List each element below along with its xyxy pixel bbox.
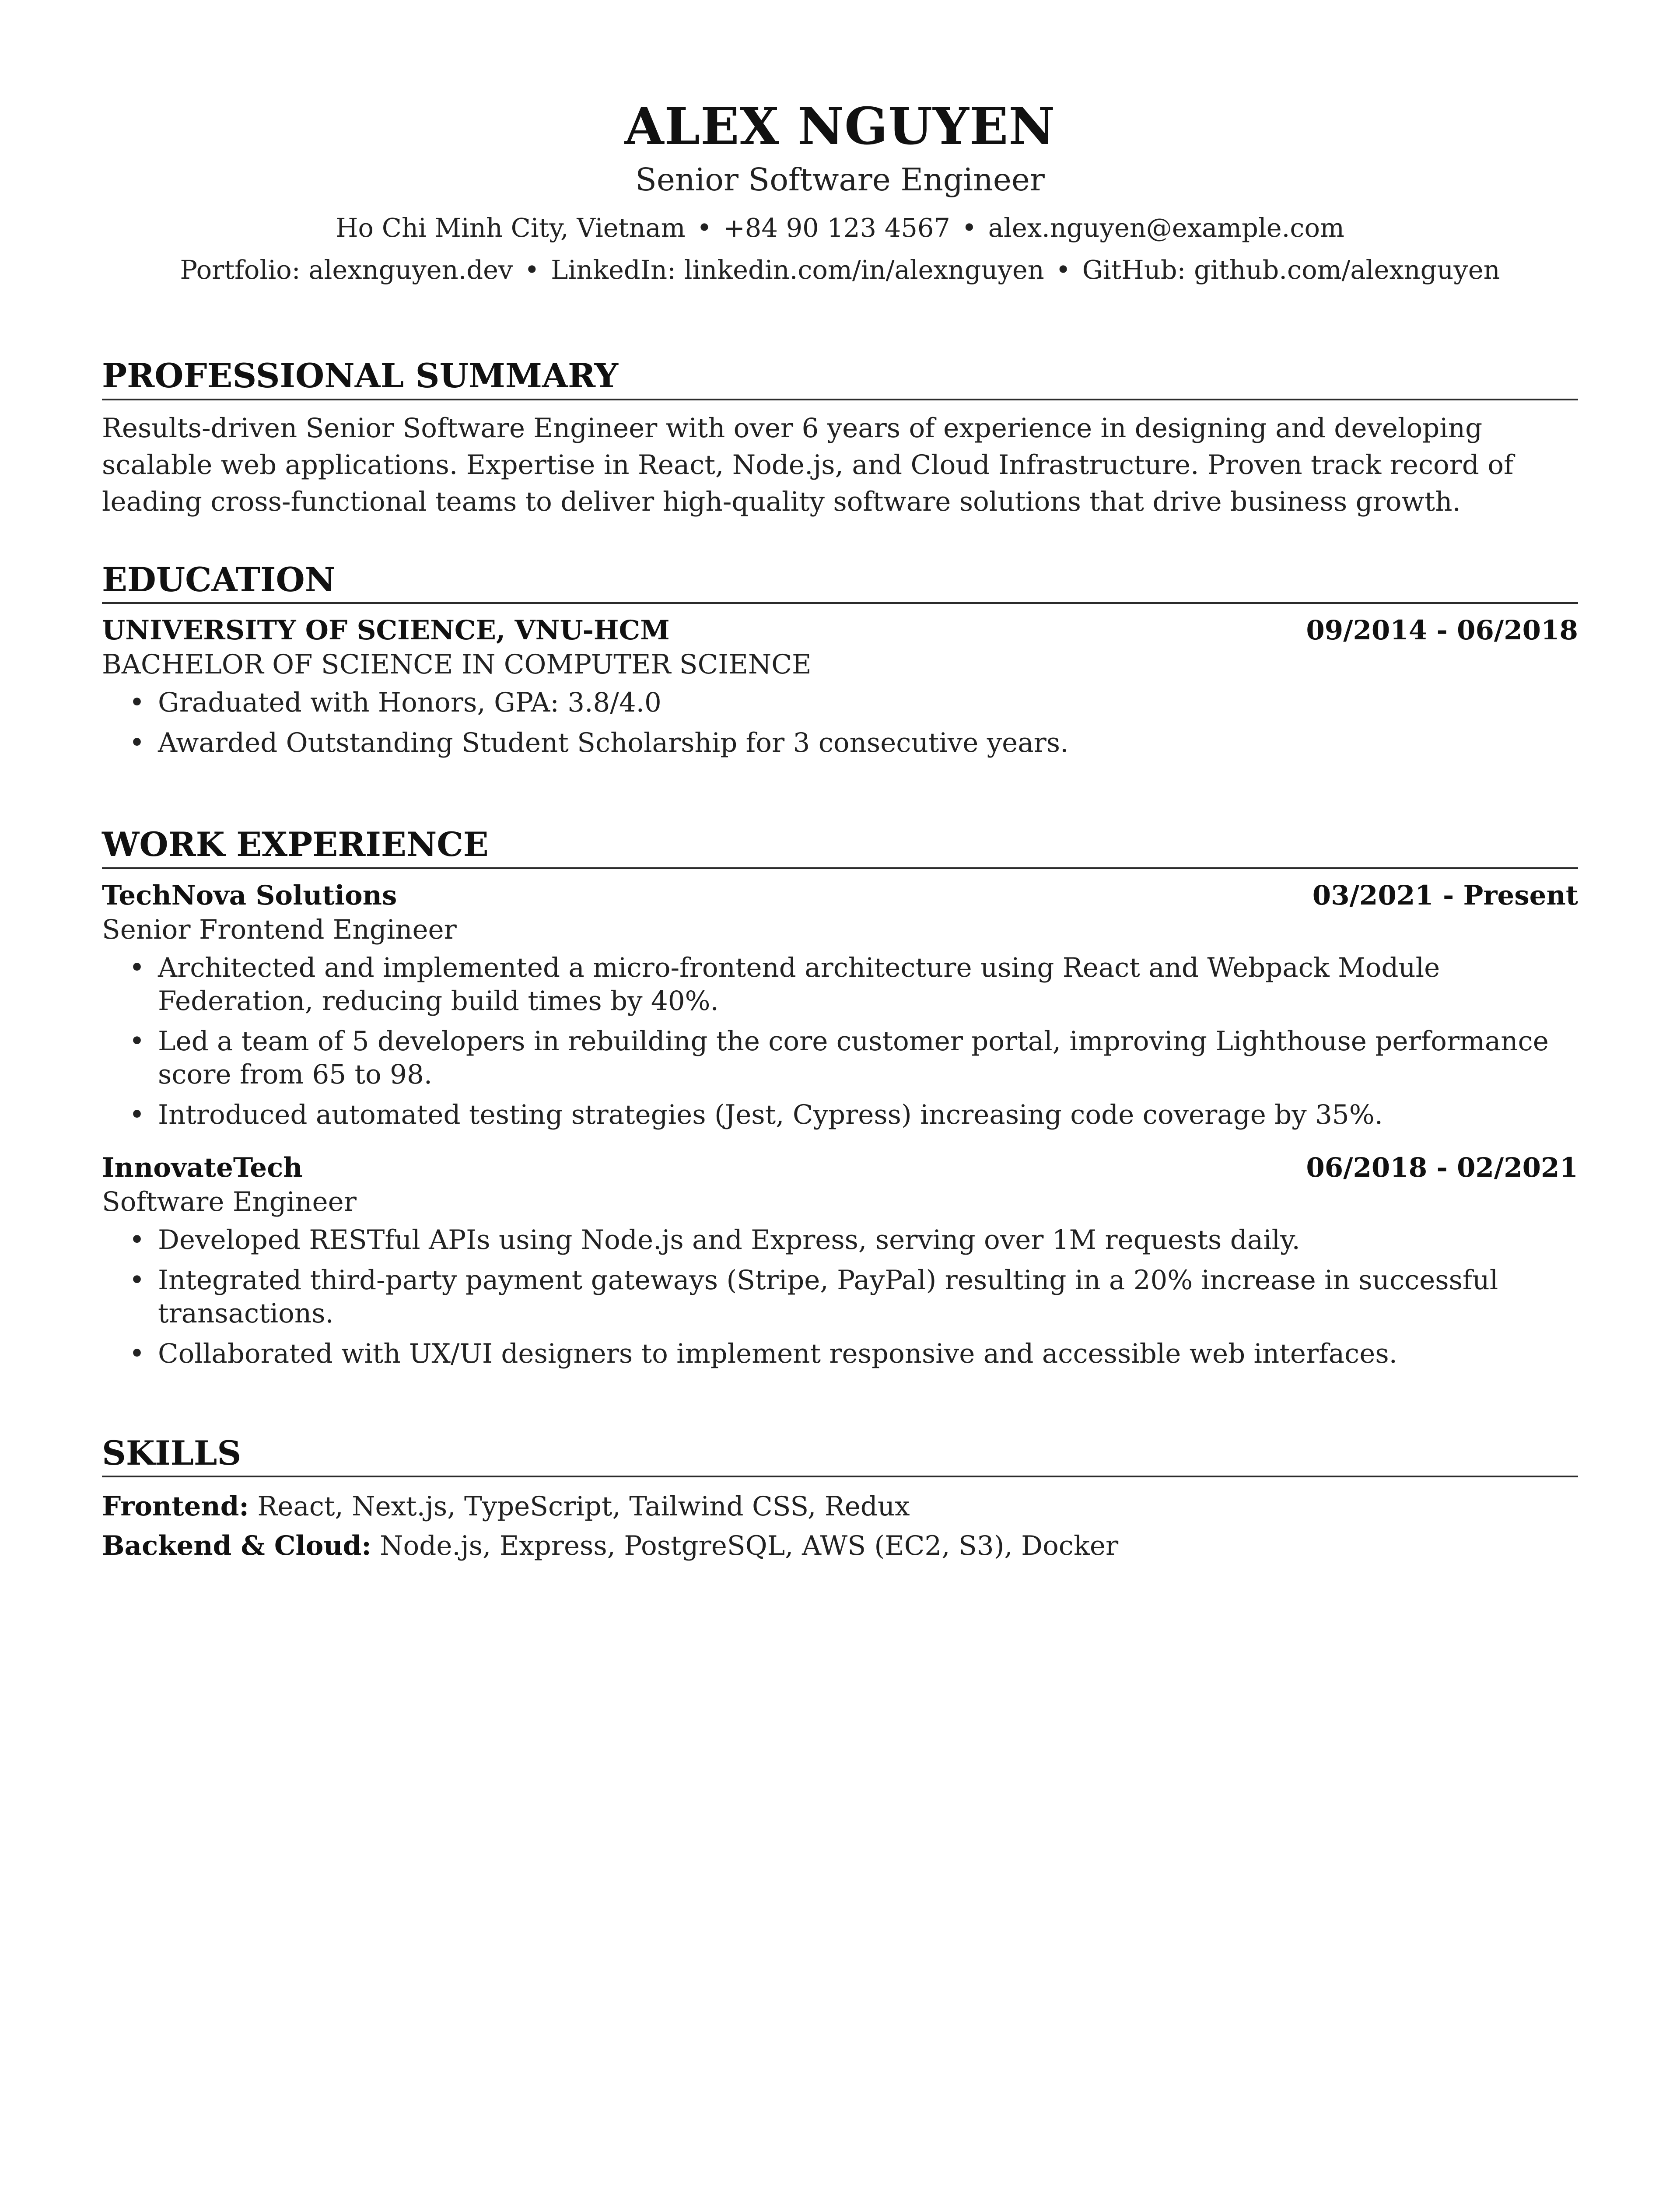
bullet-item [102,1337,1578,1371]
skill-label: Backend & Cloud: [102,1530,371,1562]
skills-section [102,1434,1578,1566]
work-entry [102,879,1578,1132]
skill-value: Node.js, Express, PostgreSQL, AWS (EC2, S3), Docker [380,1530,1119,1562]
bullet-text: Collaborated with UX/UI designers to implement responsive and accessible web interfaces. [158,1338,1398,1369]
resume-header [102,96,1578,291]
bullet-dot-icon: • [129,1025,145,1057]
education-entry-header [102,614,1578,648]
work-entry-header [102,1151,1578,1185]
bullet-text: Integrated third-party payment gateways (Stripe, PayPal) resulting in a 20% increase in successful transactions. [158,1264,1498,1329]
work-section [102,825,1578,1370]
bullet-dot-icon: • [129,687,145,719]
role-title: Senior Frontend Engineer [102,914,457,945]
bullet-text: Graduated with Honors, GPA: 3.8/4.0 [158,687,662,719]
skill-row [102,1526,1578,1566]
education-heading: EDUCATION [102,561,1578,604]
bullet-dot-icon: • [129,1224,145,1255]
summary-heading: PROFESSIONAL SUMMARY [102,357,1578,400]
portfolio-link[interactable]: Portfolio: alexnguyen.dev [180,255,513,285]
links-line [102,249,1578,291]
bullet-item [102,1224,1578,1257]
work-bullets [102,951,1578,1132]
summary-text: Results-driven Senior Software Engineer with over 6 years of experience in designing and developing scalable web applications. Expertise in React, Node.js, and Cloud Infrastructure. Proven track record of leading cross-functional teams to deliver high-quality software solutions that drive business growth. [102,412,1514,517]
company-name: InnovateTech [102,1152,303,1183]
education-bullets [102,686,1578,760]
work-entry-header [102,879,1578,913]
candidate-name: ALEX NGUYEN [624,97,1056,156]
separator-dot: • [696,213,712,243]
bullet-dot-icon: • [129,1338,145,1369]
bullet-dot-icon: • [129,1264,145,1296]
skill-value: React, Next.js, TypeScript, Tailwind CSS, Redux [257,1491,910,1522]
location-text: Ho Chi Minh City, Vietnam [336,213,686,243]
bullet-item [102,1264,1578,1330]
bullet-item [102,726,1578,760]
bullet-text: Awarded Outstanding Student Scholarship for 3 consecutive years. [158,727,1069,759]
skill-row [102,1487,1578,1526]
work-dates: 03/2021 - Present [1312,880,1578,911]
bullet-dot-icon: • [129,727,145,759]
education-dates: 09/2014 - 06/2018 [1306,615,1578,646]
phone-text: +84 90 123 4567 [723,213,950,243]
github-link[interactable]: GitHub: github.com/alexnguyen [1082,255,1500,285]
degree-name: BACHELOR OF SCIENCE IN COMPUTER SCIENCE [102,649,812,680]
separator-dot: • [961,213,977,243]
separator-dot: • [1055,255,1071,285]
role-title: Software Engineer [102,1186,357,1217]
bullet-item [102,951,1578,1018]
bullet-text: Architected and implemented a micro-frontend architecture using React and Webpack Module Federation, reducing build times by 40%. [158,952,1440,1017]
email-link[interactable]: alex.nguyen@example.com [988,213,1344,243]
bullet-text: Introduced automated testing strategies (Jest, Cypress) increasing code coverage by 35%. [158,1099,1383,1130]
bullet-text: Led a team of 5 developers in rebuilding the core customer portal, improving Lighthouse performance score from 65 to 98. [158,1025,1549,1090]
education-entry [102,614,1578,760]
bullet-item [102,1098,1578,1132]
work-heading: WORK EXPERIENCE [102,825,1578,869]
bullet-dot-icon: • [129,1099,145,1130]
skills-heading: SKILLS [102,1434,1578,1477]
work-dates: 06/2018 - 02/2021 [1306,1152,1578,1183]
skill-label: Frontend: [102,1491,249,1522]
linkedin-link[interactable]: LinkedIn: linkedin.com/in/alexnguyen [551,255,1044,285]
bullet-item [102,686,1578,719]
job-title: Senior Software Engineer [635,161,1045,198]
separator-dot: • [524,255,540,285]
education-section [102,561,1578,760]
bullet-dot-icon: • [129,952,145,983]
work-bullets [102,1224,1578,1371]
bullet-item [102,1025,1578,1091]
summary-section [102,357,1578,520]
contact-line [102,207,1578,249]
work-entry [102,1151,1578,1371]
bullet-text: Developed RESTful APIs using Node.js and Express, serving over 1M requests daily. [158,1224,1300,1255]
company-name: TechNova Solutions [102,880,397,911]
school-name: UNIVERSITY OF SCIENCE, VNU-HCM [102,615,670,646]
